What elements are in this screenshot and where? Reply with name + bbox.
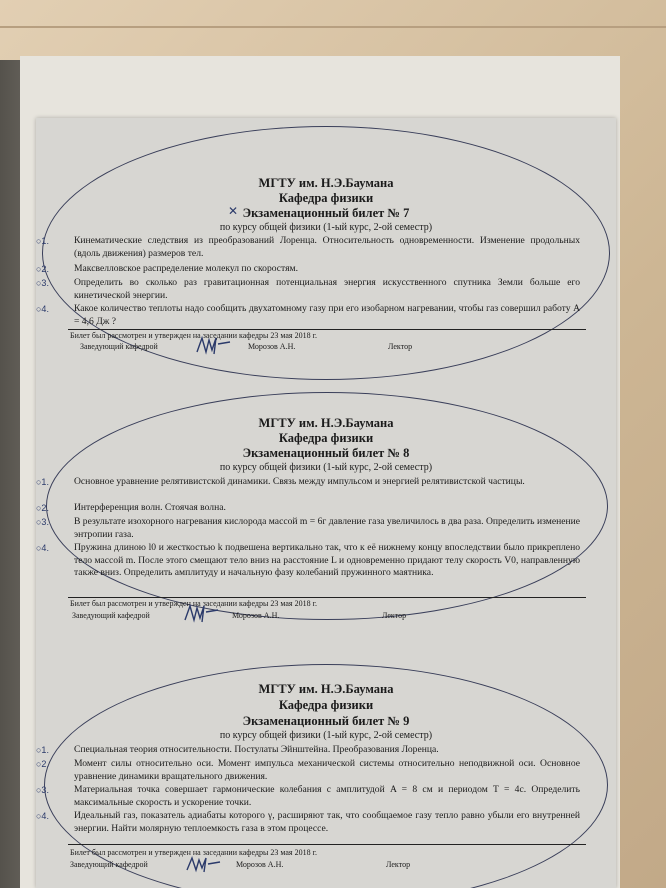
question-mark: ○4. <box>36 304 49 314</box>
divider-line <box>68 329 586 330</box>
question-1 <box>36 744 580 757</box>
exam-page <box>36 118 616 888</box>
question-2 <box>36 502 580 515</box>
cross-mark-icon: ✕ <box>228 204 239 218</box>
signature <box>194 332 234 358</box>
question-text: Основное уравнение релятивистской динамики. Связь между импульсом и энергией релятивистской частицы. <box>74 476 525 487</box>
course-line: по курсу общей физики (1-ый курс, 2-ой семестр) <box>219 462 433 473</box>
question-3 <box>36 784 580 809</box>
question-text: Идеальный газ, показатель адиабаты которого γ, расширяют так, что сообщаемое газу тепло равно убыли его внутренней энергии. Найти молярную теплоемкость газа в этом процессе. <box>74 810 580 834</box>
question-text: Кинематические следствия из преобразований Лоренца. Относительность одновременности. Изменение продольных (вдоль движения) размеров тел. <box>74 235 580 259</box>
question-mark: ○1. <box>36 477 49 487</box>
question-text: Интерференция волн. Стоячая волна. <box>74 502 226 513</box>
university-name: МГТУ им. Н.Э.Баумана <box>258 176 394 190</box>
university-name: МГТУ им. Н.Э.Баумана <box>258 416 394 430</box>
university-name: МГТУ им. Н.Э.Баумана <box>258 682 394 696</box>
signature <box>184 852 224 874</box>
signature <box>182 600 222 626</box>
question-mark: ○4. <box>36 543 49 553</box>
head-name: Морозов А.Н. <box>248 342 296 351</box>
question-mark: ○3. <box>36 278 49 288</box>
question-text: В результате изохорного нагревания кислорода массой m = 6г давление газа увеличилось в два раза. Определить изменение энтропии газа. <box>74 516 580 540</box>
approval-note: Билет был рассмотрен и утвержден на заседании кафедры 23 мая 2018 г. <box>70 331 317 340</box>
table-seam <box>0 26 666 28</box>
question-1 <box>36 235 580 260</box>
question-2 <box>36 263 580 276</box>
question-3 <box>36 277 580 302</box>
department-name: Кафедра физики <box>278 191 374 205</box>
question-text: Максвелловское распределение молекул по скоростям. <box>74 263 299 274</box>
question-text: Какое количество теплоты надо сообщить двухатомному газу при его изобарном нагревании, чтобы газ совершил работу A = 4,6 Дж ? <box>74 303 580 327</box>
head-label: Заведующий кафедрой <box>72 611 150 620</box>
head-label: Заведующий кафедрой <box>70 860 148 869</box>
question-mark: ○1. <box>36 745 49 755</box>
divider-line <box>68 597 586 598</box>
question-4 <box>36 303 580 328</box>
department-name: Кафедра физики <box>278 698 374 712</box>
head-name: Морозов А.Н. <box>236 860 284 869</box>
department-name: Кафедра физики <box>278 431 374 445</box>
question-mark: ○3. <box>36 785 49 795</box>
question-3 <box>36 516 580 541</box>
ticket-title: Экзаменационный билет № 8 <box>242 446 410 460</box>
question-4 <box>36 542 580 580</box>
lecturer-label: Лектор <box>386 860 411 869</box>
question-text: Определить во сколько раз гравитационная потенциальная энергия искусственного спутника Земли больше его кинетической энергии. <box>74 277 580 301</box>
lecturer-label: Лектор <box>388 342 413 351</box>
question-text: Материальная точка совершает гармонические колебания с амплитудой A = 8 см и периодом T = 4с. Определить максимальные скорость и ускорение точки. <box>74 784 580 808</box>
lecturer-label: Лектор <box>382 611 407 620</box>
question-mark: ○2. <box>36 759 49 769</box>
course-line: по курсу общей физики (1-ый курс, 2-ой семестр) <box>219 730 433 741</box>
ticket-title: Экзаменационный билет № 7 <box>242 206 410 220</box>
question-mark: ○2. <box>36 264 49 274</box>
question-text: Специальная теория относительности. Постулаты Эйнштейна. Преобразования Лоренца. <box>74 744 439 755</box>
question-text: Пружина длиною l0 и жесткостью k подвешена вертикально так, что к её нижнему концу впоследствии было прикреплено тело массой m. После этого смещают тело вниз на расстояние L и одновременно придают телу скорость V0, направленную также вниз. Определить амплитуду и начальную фазу колебаний пружинного маятника. <box>74 542 580 578</box>
question-2 <box>36 758 580 783</box>
question-mark: ○1. <box>36 236 49 246</box>
head-name: Морозов А.Н. <box>232 611 280 620</box>
divider-line <box>68 844 586 845</box>
approval-note: Билет был рассмотрен и утвержден на заседании кафедры 23 мая 2018 г. <box>70 848 317 857</box>
approval-note: Билет был рассмотрен и утвержден на заседании кафедры 23 мая 2018 г. <box>70 599 317 608</box>
question-4 <box>36 810 580 835</box>
question-1 <box>36 476 580 489</box>
course-line: по курсу общей физики (1-ый курс, 2-ой семестр) <box>219 222 433 233</box>
question-mark: ○2. <box>36 503 49 513</box>
ticket-title: Экзаменационный билет № 9 <box>242 714 410 728</box>
question-mark: ○4. <box>36 811 49 821</box>
question-text: Момент силы относительно оси. Момент импульса механической системы относительно неподвижной оси. Основное уравнение динамики вращательного движения. <box>74 758 580 782</box>
head-label: Заведующий кафедрой <box>80 342 158 351</box>
question-mark: ○3. <box>36 517 49 527</box>
